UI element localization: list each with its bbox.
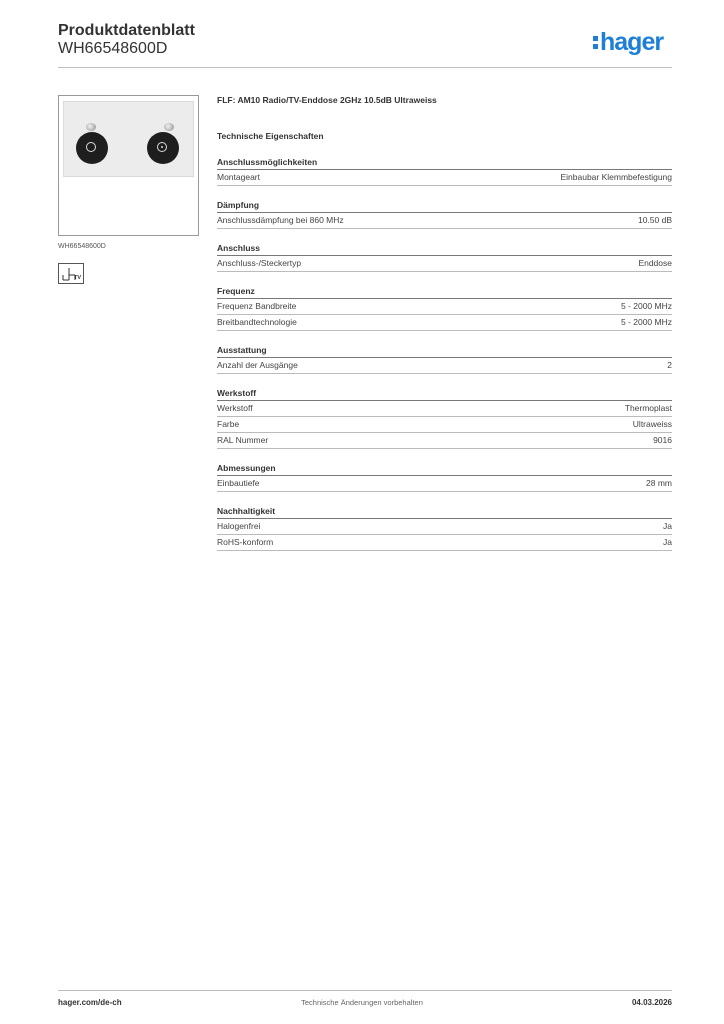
- property-label: RAL Nummer: [217, 435, 269, 445]
- property-value: 10.50 dB: [637, 215, 672, 225]
- property-value: 5 - 2000 MHz: [620, 317, 672, 327]
- property-label: Montageart: [217, 172, 260, 182]
- tv-socket-icon: [147, 132, 179, 164]
- property-row: [217, 535, 672, 551]
- property-row: [217, 433, 672, 449]
- property-section: [217, 387, 672, 449]
- logo-dots-icon: [593, 27, 599, 49]
- property-label: Breitbandtechnologie: [217, 317, 297, 327]
- property-section: [217, 462, 672, 492]
- property-value: 5 - 2000 MHz: [620, 301, 672, 311]
- property-section: [217, 505, 672, 551]
- section-title: Dämpfung: [217, 199, 672, 213]
- property-row: [217, 299, 672, 315]
- footer-divider: [58, 990, 672, 991]
- section-title: Ausstattung: [217, 344, 672, 358]
- radio-socket-icon: [76, 132, 108, 164]
- property-label: Anschluss-/Steckertyp: [217, 258, 302, 268]
- footer-disclaimer: Technische Änderungen vorbehalten: [301, 998, 423, 1007]
- property-value: 2: [667, 360, 672, 370]
- section-title: Abmessungen: [217, 462, 672, 476]
- property-value: Thermoplast: [624, 403, 672, 413]
- property-label: Farbe: [217, 419, 240, 429]
- hager-logo: [593, 27, 663, 57]
- property-label: Halogenfrei: [217, 521, 261, 531]
- tv-antenna-symbol-icon: [58, 263, 84, 284]
- property-section: [217, 242, 672, 272]
- property-row: [217, 519, 672, 535]
- property-label: Werkstoff: [217, 403, 253, 413]
- property-row: [217, 401, 672, 417]
- property-row: [217, 256, 672, 272]
- footer-date: 04.03.2026: [631, 998, 672, 1007]
- section-title: Werkstoff: [217, 387, 672, 401]
- product-image: [58, 95, 199, 236]
- property-row: [217, 417, 672, 433]
- property-row: [217, 358, 672, 374]
- property-value: Ja: [663, 521, 672, 531]
- screw-icon: [164, 123, 174, 131]
- symbol-label: TV: [74, 275, 82, 281]
- technical-data: [217, 93, 672, 551]
- property-section: [217, 344, 672, 374]
- property-section: [217, 156, 672, 186]
- property-section: [217, 199, 672, 229]
- property-value: Einbaubar Klemmbefestigung: [560, 172, 672, 182]
- page-title: Produktdatenblatt: [58, 22, 195, 39]
- screw-icon: [86, 123, 96, 131]
- property-row: [217, 315, 672, 331]
- property-sections: [217, 156, 672, 551]
- property-label: Einbautiefe: [217, 478, 260, 488]
- property-value: 9016: [653, 435, 672, 445]
- property-row: [217, 213, 672, 229]
- property-row: [217, 476, 672, 492]
- logo-text: hager: [600, 28, 664, 56]
- section-title: Anschlussmöglichkeiten: [217, 156, 672, 170]
- section-title: Anschluss: [217, 242, 672, 256]
- property-label: Frequenz Bandbreite: [217, 301, 297, 311]
- property-value: Ja: [663, 537, 672, 547]
- socket-plate: [63, 101, 194, 177]
- property-row: [217, 170, 672, 186]
- property-section: [217, 285, 672, 331]
- property-value: Ultraweiss: [632, 419, 672, 429]
- property-value: Enddose: [638, 258, 672, 268]
- header-divider: [58, 67, 672, 68]
- product-code: WH66548600D: [58, 40, 168, 57]
- section-title: Frequenz: [217, 285, 672, 299]
- footer-website: hager.com/de-ch: [58, 998, 122, 1007]
- section-title: Nachhaltigkeit: [217, 505, 672, 519]
- property-label: Anschlussdämpfung bei 860 MHz: [217, 215, 344, 225]
- product-name: FLF: AM10 Radio/TV-Enddose 2GHz 10.5dB Ultraweiss: [217, 95, 437, 105]
- property-value: 28 mm: [646, 478, 672, 488]
- image-caption: WH66548600D: [58, 243, 106, 250]
- property-label: RoHS-konform: [217, 537, 274, 547]
- property-label: Anzahl der Ausgänge: [217, 360, 298, 370]
- properties-title: Technische Eigenschaften: [217, 131, 324, 141]
